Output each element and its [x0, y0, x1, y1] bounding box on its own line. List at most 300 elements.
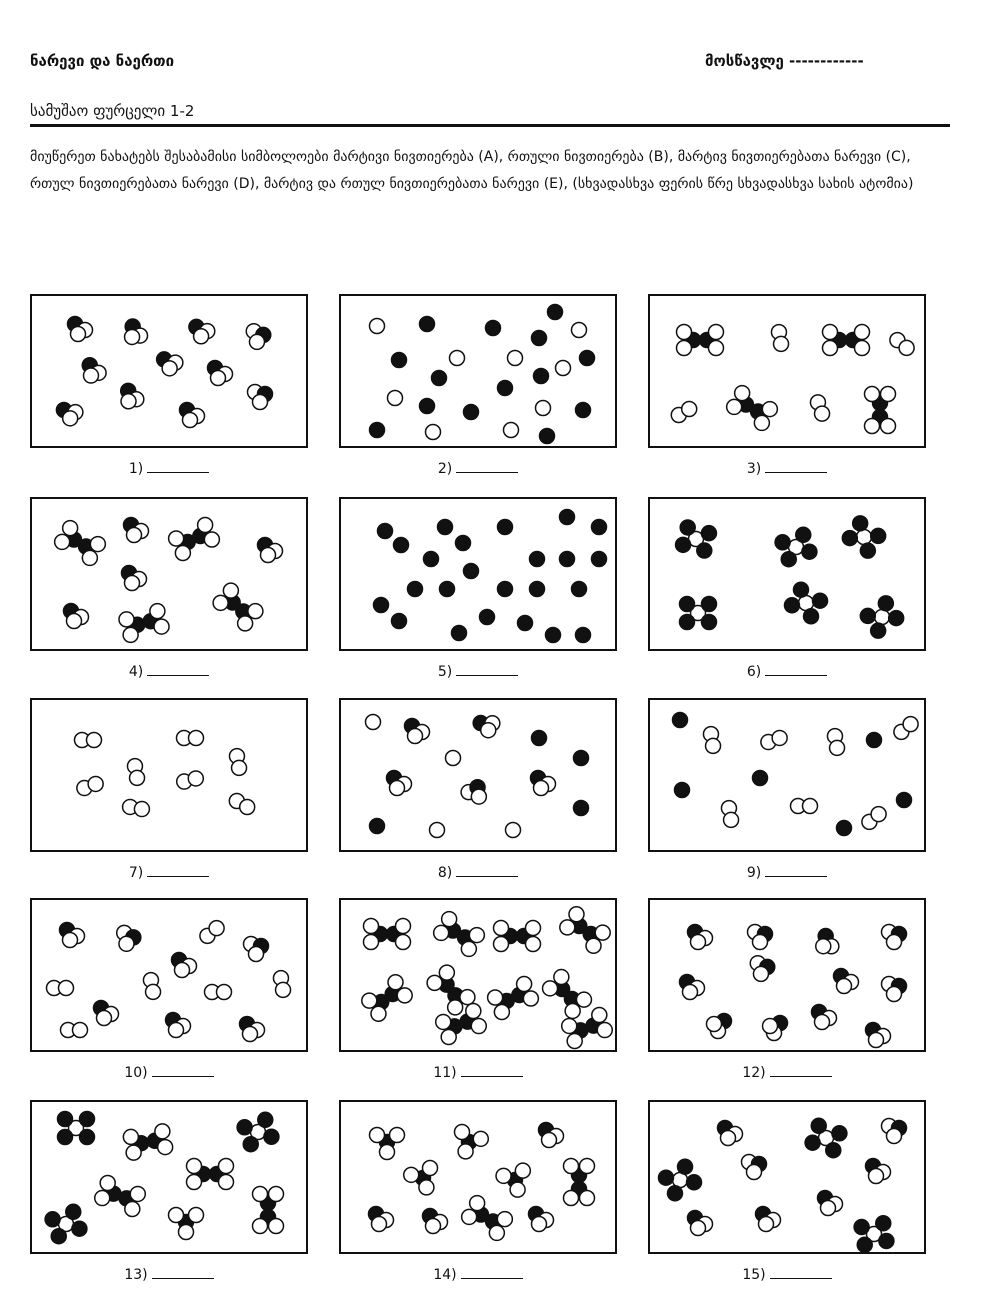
answer-blank[interactable]: [147, 661, 209, 676]
particle: [771, 325, 788, 352]
particle: [60, 923, 85, 948]
black-atom: [784, 598, 799, 613]
white-atom: [471, 1019, 486, 1034]
white-atom: [213, 595, 228, 610]
particle: [125, 319, 148, 344]
particle: [842, 516, 885, 558]
white-atom: [154, 619, 169, 634]
white-atom: [123, 627, 138, 642]
answer-blank[interactable]: [765, 661, 827, 676]
particle: [791, 799, 818, 814]
white-atom: [803, 799, 818, 814]
particle: [370, 819, 385, 834]
white-atom: [397, 988, 412, 1003]
particle: [56, 402, 82, 425]
particle: [456, 536, 471, 551]
white-atom: [564, 1191, 579, 1206]
white-atom: [554, 970, 569, 985]
white-atom: [249, 334, 264, 349]
answer-label: [30, 661, 308, 680]
white-atom: [691, 935, 706, 950]
particle: [532, 331, 547, 346]
particle: [94, 1001, 119, 1026]
white-atom: [388, 975, 403, 990]
black-atom: [80, 1130, 95, 1145]
particle: [119, 604, 169, 643]
white-atom: [71, 327, 86, 342]
white-atom: [887, 1129, 902, 1144]
white-atom: [461, 941, 476, 956]
particle: [498, 520, 513, 535]
particle: [673, 713, 688, 728]
white-atom: [709, 341, 724, 356]
white-atom: [471, 789, 486, 804]
white-atom: [194, 329, 209, 344]
black-atom: [498, 381, 513, 396]
answer-label: [339, 458, 617, 477]
black-atom: [440, 582, 455, 597]
white-atom: [510, 1182, 525, 1197]
particle: [430, 823, 445, 838]
white-atom: [515, 1163, 530, 1178]
white-atom: [454, 1125, 469, 1140]
particle: [47, 981, 74, 996]
black-atom: [560, 510, 575, 525]
white-atom: [562, 1018, 577, 1033]
white-atom: [364, 919, 379, 934]
panel-number: 2): [437, 461, 453, 477]
white-atom: [238, 616, 253, 631]
black-atom: [753, 771, 768, 786]
white-atom: [396, 935, 411, 950]
particle: [58, 1112, 95, 1145]
white-atom: [721, 1131, 736, 1146]
particle: [854, 1216, 894, 1252]
particle: [374, 598, 389, 613]
answer-label: [648, 1264, 926, 1283]
white-atom: [470, 1196, 485, 1211]
particle: [127, 759, 144, 786]
particle: [592, 520, 607, 535]
answer-blank[interactable]: [456, 458, 518, 473]
black-atom: [853, 516, 868, 531]
white-atom: [526, 921, 541, 936]
particle: [248, 385, 273, 410]
panel-number: 14): [433, 1267, 457, 1283]
particle: [486, 321, 501, 336]
white-atom: [869, 1169, 884, 1184]
particle: [55, 521, 106, 566]
black-atom: [392, 614, 407, 629]
answer-blank[interactable]: [770, 1062, 832, 1077]
molecule-panel: [339, 1100, 617, 1254]
white-atom: [494, 921, 509, 936]
white-atom: [427, 975, 442, 990]
white-atom: [370, 1128, 385, 1143]
black-atom: [532, 331, 547, 346]
black-atom: [837, 821, 852, 836]
white-atom: [380, 1145, 395, 1160]
white-atom: [276, 982, 291, 997]
white-atom: [462, 1209, 477, 1224]
particle: [866, 1023, 891, 1048]
particle: [536, 401, 551, 416]
white-atom: [815, 1015, 830, 1030]
panel-number: 4): [128, 664, 144, 680]
white-atom: [249, 947, 264, 962]
particle: [866, 1159, 891, 1184]
white-atom: [240, 800, 255, 815]
white-atom: [175, 963, 190, 978]
black-atom: [534, 369, 549, 384]
white-atom: [881, 387, 896, 402]
white-atom: [735, 386, 750, 401]
black-atom: [580, 351, 595, 366]
white-atom: [560, 920, 575, 935]
white-atom: [772, 730, 787, 745]
answer-blank[interactable]: [765, 862, 827, 877]
particle: [424, 552, 439, 567]
particle: [229, 749, 246, 776]
white-atom: [564, 1159, 579, 1174]
white-atom: [390, 1128, 405, 1143]
white-atom: [187, 1175, 202, 1190]
particle: [775, 527, 817, 566]
molecule-diagram: [650, 499, 924, 649]
black-atom: [432, 371, 447, 386]
particle: [534, 369, 549, 384]
particle: [529, 1207, 554, 1232]
molecule-diagram: [341, 900, 615, 1050]
black-atom: [243, 1137, 258, 1152]
particle: [404, 1161, 438, 1195]
particle: [205, 985, 232, 1000]
black-atom: [889, 611, 904, 626]
black-atom: [264, 1129, 279, 1144]
white-atom: [691, 1221, 706, 1236]
white-atom: [592, 1008, 607, 1023]
white-atom: [372, 1217, 387, 1232]
particle: [671, 402, 696, 423]
answer-blank[interactable]: [456, 661, 518, 676]
white-atom: [204, 532, 219, 547]
particle: [823, 325, 870, 356]
black-atom: [860, 608, 875, 623]
white-atom: [576, 992, 591, 1007]
panel-number: 1): [128, 461, 144, 477]
particle: [560, 907, 610, 953]
instructions-text: მიუწერეთ ნახატებს შესაბამისი სიმბოლოები მარტივი ნივთიერება (A), რთული ნივთიერება (B), მარტივ ნივთიერებათა ნარევი (C), რთულ ნივთიერებათა ნარევი (D), მარტივ და რთულ ნივთიერებათა ნარევი (E), (სხვადასხვა ფერის წრე სხვადასხვა სახის ატომია): [30, 149, 914, 192]
black-atom: [701, 526, 716, 541]
molecule-diagram: [341, 700, 615, 850]
white-atom: [169, 1208, 184, 1223]
answer-blank[interactable]: [765, 458, 827, 473]
white-atom: [496, 1168, 511, 1183]
black-atom: [867, 733, 882, 748]
particle: [498, 381, 513, 396]
answer-label: [30, 1264, 308, 1283]
white-atom: [887, 935, 902, 950]
white-atom: [899, 340, 914, 355]
white-atom: [223, 583, 238, 598]
white-atom: [706, 738, 721, 753]
white-atom: [183, 413, 198, 428]
black-atom: [518, 616, 533, 631]
white-atom: [763, 1019, 778, 1034]
white-atom: [189, 1208, 204, 1223]
black-atom: [540, 429, 555, 444]
white-atom: [707, 1017, 722, 1032]
white-atom: [439, 965, 454, 980]
particle: [496, 1163, 530, 1197]
answer-blank[interactable]: [461, 1264, 523, 1279]
white-atom: [390, 781, 405, 796]
black-atom: [796, 527, 811, 542]
white-atom: [95, 1191, 110, 1206]
particle: [763, 1016, 788, 1041]
white-atom: [536, 401, 551, 416]
student-name-field: მოსწავლე ------------: [705, 52, 864, 70]
particle: [387, 771, 412, 796]
answer-blank[interactable]: [147, 458, 209, 473]
particle: [388, 391, 403, 406]
particle: [392, 353, 407, 368]
black-atom: [592, 520, 607, 535]
molecule-diagram: [650, 1102, 924, 1252]
particle: [688, 1211, 713, 1236]
particle: [464, 405, 479, 420]
particle: [423, 1209, 448, 1234]
black-atom: [678, 1159, 693, 1174]
particle: [172, 953, 197, 978]
particle: [450, 351, 465, 366]
white-atom: [146, 984, 161, 999]
white-atom: [169, 531, 184, 546]
panel-number: 8): [437, 865, 453, 881]
molecule-panel: [339, 294, 617, 448]
black-atom: [498, 582, 513, 597]
white-atom: [875, 610, 890, 625]
black-atom: [464, 405, 479, 420]
white-atom: [759, 1217, 774, 1232]
particle: [560, 552, 575, 567]
answer-blank[interactable]: [147, 862, 209, 877]
particle: [180, 403, 205, 428]
particle: [753, 771, 768, 786]
black-atom: [51, 1229, 66, 1244]
particle: [805, 1118, 847, 1157]
particle: [273, 971, 290, 998]
white-atom: [837, 979, 852, 994]
particle: [816, 929, 839, 954]
particle: [370, 319, 385, 334]
particle: [546, 628, 561, 643]
white-atom: [189, 731, 204, 746]
answer-label: [30, 458, 308, 477]
white-atom: [489, 1225, 504, 1240]
black-atom: [680, 615, 695, 630]
white-atom: [865, 419, 880, 434]
white-atom: [217, 985, 232, 1000]
black-atom: [680, 597, 695, 612]
particle: [157, 352, 183, 376]
white-atom: [677, 341, 692, 356]
white-atom: [55, 534, 70, 549]
white-atom: [473, 1131, 488, 1146]
white-atom: [179, 1225, 194, 1240]
black-atom: [58, 1112, 73, 1127]
answer-blank[interactable]: [770, 1264, 832, 1279]
particle: [827, 729, 844, 756]
white-atom: [127, 528, 142, 543]
white-atom: [130, 770, 145, 785]
white-atom: [494, 937, 509, 952]
answer-blank[interactable]: [152, 1264, 214, 1279]
black-atom: [378, 524, 393, 539]
particle: [364, 919, 411, 950]
particle: [677, 325, 724, 356]
white-atom: [865, 387, 880, 402]
answer-blank[interactable]: [461, 1062, 523, 1077]
particle: [756, 1207, 781, 1232]
white-atom: [497, 1212, 512, 1227]
answer-label: [648, 661, 926, 680]
black-atom: [574, 751, 589, 766]
particle: [75, 733, 102, 748]
white-atom: [434, 925, 449, 940]
particle: [727, 386, 778, 431]
particle: [539, 1123, 564, 1148]
particle: [240, 1017, 265, 1042]
particle: [742, 1155, 767, 1180]
white-atom: [754, 415, 769, 430]
answer-label: [648, 458, 926, 477]
particle: [574, 751, 589, 766]
white-atom: [119, 936, 134, 951]
molecule-panel: [339, 698, 617, 852]
black-atom: [876, 1216, 891, 1231]
particle: [675, 783, 690, 798]
white-atom: [569, 907, 584, 922]
particle: [834, 969, 859, 994]
particle: [253, 1187, 284, 1234]
particle: [258, 538, 283, 563]
particle: [446, 751, 461, 766]
molecule-panel: [339, 497, 617, 651]
white-atom: [126, 1145, 141, 1160]
particle: [68, 317, 93, 342]
white-atom: [162, 361, 177, 376]
molecule-panel: [648, 1100, 926, 1254]
particle: [362, 975, 412, 1021]
black-atom: [804, 609, 819, 624]
black-atom: [486, 321, 501, 336]
answer-blank[interactable]: [456, 862, 518, 877]
white-atom: [823, 325, 838, 340]
molecule-panel: [30, 497, 308, 651]
black-atom: [805, 1135, 820, 1150]
white-atom: [567, 1033, 582, 1048]
white-atom: [448, 1000, 463, 1015]
white-atom: [821, 1201, 836, 1216]
particle: [784, 582, 827, 624]
molecule-panel: [30, 898, 308, 1052]
black-atom: [72, 1221, 87, 1236]
particle: [121, 383, 144, 408]
white-atom: [823, 341, 838, 356]
particle: [532, 731, 547, 746]
molecule-panel: [648, 698, 926, 852]
white-atom: [388, 391, 403, 406]
black-atom: [576, 403, 591, 418]
particle: [718, 1121, 743, 1146]
particle: [862, 807, 886, 830]
panel-number: 10): [124, 1065, 148, 1081]
white-atom: [481, 723, 496, 738]
black-atom: [58, 1130, 73, 1145]
particle: [572, 582, 587, 597]
particle: [187, 1159, 234, 1190]
white-atom: [364, 935, 379, 950]
white-atom: [63, 933, 78, 948]
white-atom: [830, 740, 845, 755]
particle: [77, 776, 103, 795]
white-atom: [572, 323, 587, 338]
white-atom: [753, 966, 768, 981]
particle: [812, 1005, 837, 1030]
black-atom: [370, 423, 385, 438]
black-atom: [781, 552, 796, 567]
white-atom: [404, 1167, 419, 1182]
particle: [45, 1204, 87, 1243]
particle: [452, 626, 467, 641]
answer-label: [648, 1062, 926, 1081]
white-atom: [494, 1005, 509, 1020]
white-atom: [747, 1165, 762, 1180]
white-atom: [408, 729, 423, 744]
particle: [680, 597, 717, 630]
particle: [748, 925, 773, 950]
black-atom: [548, 305, 563, 320]
particle: [572, 323, 587, 338]
particle: [473, 716, 500, 738]
answer-blank[interactable]: [152, 1062, 214, 1077]
white-atom: [534, 781, 549, 796]
particle: [440, 582, 455, 597]
white-atom: [869, 1033, 884, 1048]
white-atom: [150, 604, 165, 619]
panel-number: 12): [742, 1065, 766, 1081]
particle: [237, 1112, 279, 1151]
black-atom: [258, 1112, 273, 1127]
black-atom: [592, 552, 607, 567]
black-atom: [813, 593, 828, 608]
white-atom: [466, 1004, 481, 1019]
particle: [200, 921, 224, 944]
particle: [540, 429, 555, 444]
particle: [82, 358, 106, 383]
molecule-diagram: [32, 499, 306, 649]
particle: [556, 361, 571, 376]
panel-number: 5): [437, 664, 453, 680]
white-atom: [90, 537, 105, 552]
black-atom: [572, 582, 587, 597]
black-atom: [420, 317, 435, 332]
white-atom: [542, 1133, 557, 1148]
white-atom: [450, 351, 465, 366]
particle: [531, 771, 556, 796]
particle: [506, 823, 521, 838]
